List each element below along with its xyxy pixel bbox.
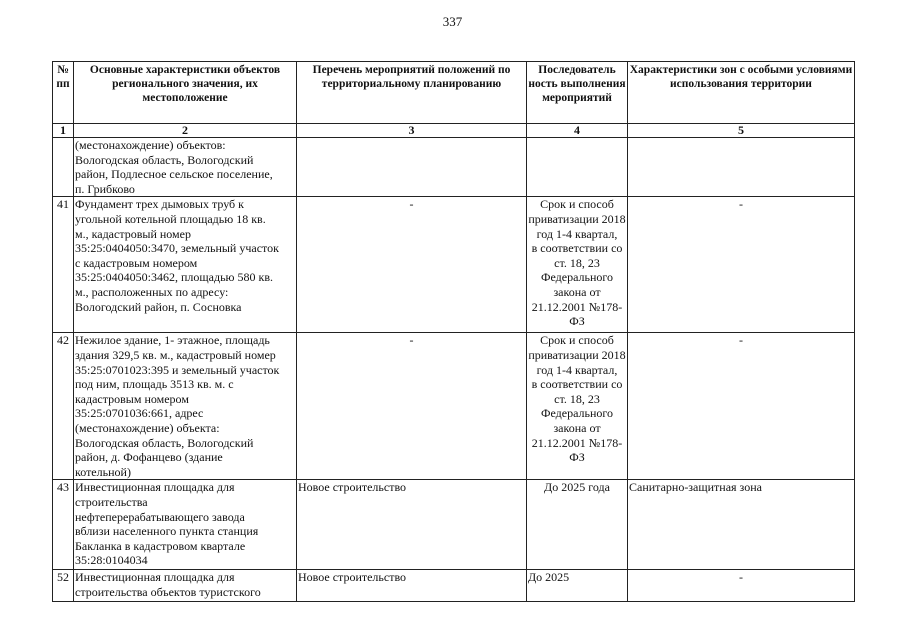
column-number-row: [53, 124, 855, 138]
zones-cell: Санитарно-защитная зона: [628, 480, 855, 570]
header-number: № пп: [53, 62, 74, 124]
zones-cell: [628, 138, 855, 197]
row-number: 42: [53, 333, 74, 480]
table-row: [53, 197, 855, 333]
sequence-cell: До 2025: [527, 570, 628, 602]
measures-cell: -: [297, 197, 527, 333]
column-number: 1: [53, 124, 74, 138]
header-sequence: Последователь ность выполнения мероприятий: [527, 62, 628, 124]
column-number: 4: [527, 124, 628, 138]
zones-cell: -: [628, 570, 855, 602]
measures-cell: Новое строительство: [297, 480, 527, 570]
sequence-cell: Срок и способ приватизации 2018 год 1-4 квартал, в соответствии со ст. 18, 23 Федерального закона от 21.12.2001 №178- ФЗ: [527, 333, 628, 480]
sequence-cell: [527, 138, 628, 197]
object-description: (местонахождение) объектов: Вологодская область, Вологодский район, Подлесное сельское поселение, п. Грибково: [74, 138, 297, 197]
row-number: [53, 138, 74, 197]
table-row: [53, 570, 855, 602]
row-number: 52: [53, 570, 74, 602]
table-row: [53, 480, 855, 570]
column-number: 3: [297, 124, 527, 138]
sequence-cell: Срок и способ приватизации 2018 год 1-4 квартал, в соответствии со ст. 18, 23 Федерального закона от 21.12.2001 №178- ФЗ: [527, 197, 628, 333]
column-number: 2: [74, 124, 297, 138]
row-number: 41: [53, 197, 74, 333]
row-number: 43: [53, 480, 74, 570]
table-row: [53, 138, 855, 197]
header-special-zones: Характеристики зон с особыми условиями использования территории: [628, 62, 855, 124]
object-description: Фундамент трех дымовых труб к угольной котельной площадью 18 кв. м., кадастровый номер 35:25:0404050:3470, земельный участок с кадастровым номером 35:25:0404050:3462, площадью 580 кв. м., расположенных по адресу: Вологодский район, п. Сосновка: [74, 197, 297, 333]
column-number: 5: [628, 124, 855, 138]
measures-cell: [297, 138, 527, 197]
table-header-row: [53, 62, 855, 124]
page-number: 337: [442, 14, 463, 29]
header-object-characteristics: Основные характеристики объектов регионального значения, их местоположение: [74, 62, 297, 124]
measures-cell: Новое строительство: [297, 570, 527, 602]
object-description: Инвестиционная площадка для строительства объектов туристского: [74, 570, 297, 602]
zones-cell: -: [628, 333, 855, 480]
object-description: Нежилое здание, 1- этажное, площадь здания 329,5 кв. м., кадастровый номер 35:25:0701023:395 и земельный участок под ним, площадь 3513 кв. м. с кадастровым номером 35:25:0701036:661, адрес (местонахождение) объекта: Вологодская область, Вологодский район, д. Фофанцево (здание котельной): [74, 333, 297, 480]
object-description: Инвестиционная площадка для строительства нефтеперерабатывающего завода вблизи населенного пункта станция Бакланка в кадастровом квартале 35:28:0104034: [74, 480, 297, 570]
sequence-cell: До 2025 года: [527, 480, 628, 570]
zones-cell: -: [628, 197, 855, 333]
regional-objects-table: [52, 61, 855, 602]
header-measures-list: Перечень мероприятий положений по территориальному планированию: [297, 62, 527, 124]
measures-cell: -: [297, 333, 527, 480]
table-row: [53, 333, 855, 480]
